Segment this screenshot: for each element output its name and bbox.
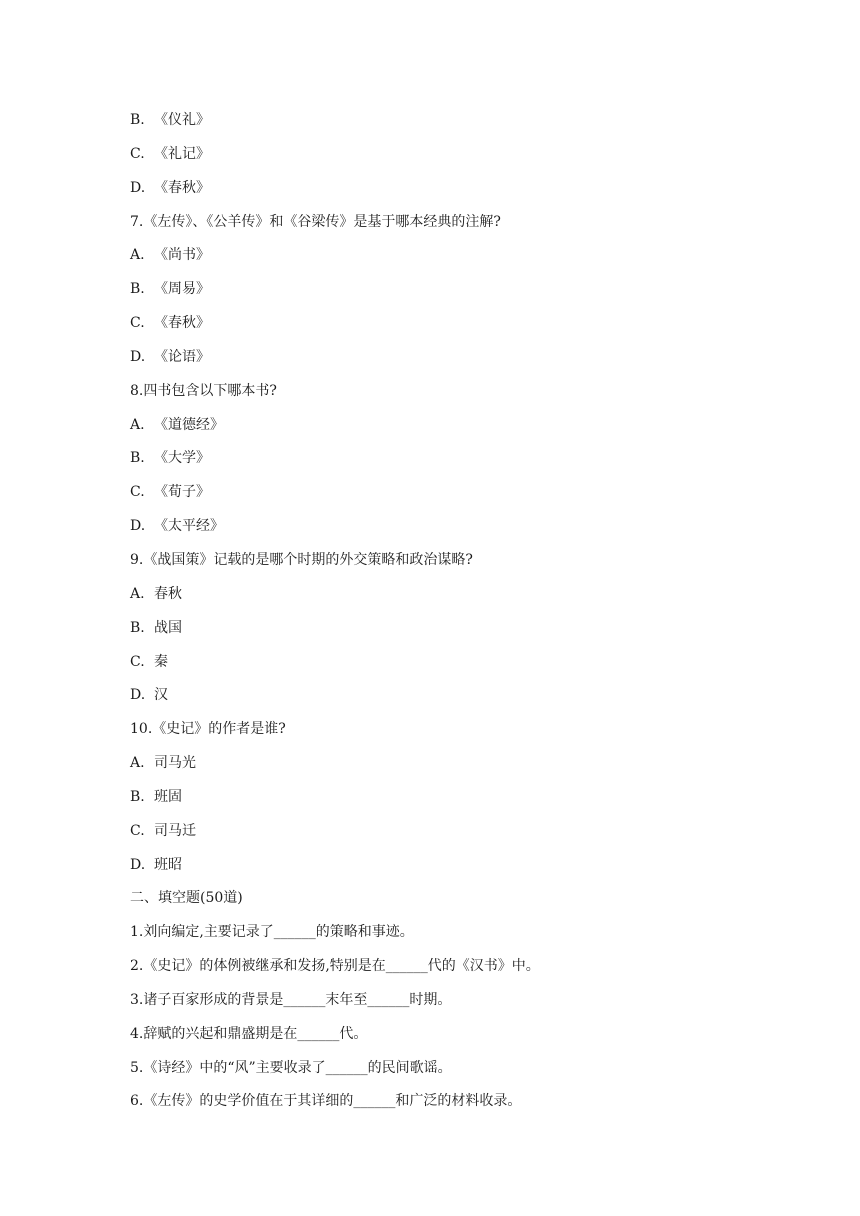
answer-option xyxy=(130,178,790,198)
question-text: 3.诸子百家形成的背景是______末年至______时期。 xyxy=(130,991,452,1008)
option-text: 《大学》 xyxy=(154,450,210,467)
question-text: 2.《史记》的体例被继承和发扬,特别是在______代的《汉书》中。 xyxy=(130,958,540,975)
option-text: 《论语》 xyxy=(154,348,210,365)
answer-option xyxy=(130,313,790,333)
option-letter: D. xyxy=(130,179,146,196)
option-letter: C. xyxy=(130,822,145,839)
answer-option xyxy=(130,347,790,367)
option-text: 《尚书》 xyxy=(154,247,210,264)
answer-option xyxy=(130,652,790,672)
option-text: 《道德经》 xyxy=(154,416,224,433)
option-letter: C. xyxy=(130,653,145,670)
option-text: 《荀子》 xyxy=(154,484,210,501)
answer-option xyxy=(130,245,790,265)
answer-option xyxy=(130,584,790,604)
answer-option xyxy=(130,448,790,468)
answer-option xyxy=(130,279,790,299)
question-text: 4.辞赋的兴起和鼎盛期是在______代。 xyxy=(130,1025,368,1042)
option-letter: D. xyxy=(130,348,146,365)
answer-option xyxy=(130,685,790,705)
answer-option xyxy=(130,516,790,536)
option-letter: B. xyxy=(130,281,145,298)
answer-option xyxy=(130,482,790,502)
question-text: 10.《史记》的作者是谁? xyxy=(130,721,286,738)
answer-option xyxy=(130,415,790,435)
option-letter: A. xyxy=(130,247,145,264)
question-text: 1.刘向编定,主要记录了______的策略和事迹。 xyxy=(130,924,414,941)
option-letter: B. xyxy=(130,619,145,636)
answer-option xyxy=(130,855,790,875)
option-text: 司马光 xyxy=(154,755,196,772)
document-page xyxy=(130,110,790,1125)
option-letter: D. xyxy=(130,687,146,704)
question-text: 9.《战国策》记载的是哪个时期的外交策略和政治谋略? xyxy=(130,551,473,568)
answer-option xyxy=(130,821,790,841)
option-letter: B. xyxy=(130,450,145,467)
option-text: 司马迁 xyxy=(154,822,196,839)
option-letter: C. xyxy=(130,145,145,162)
answer-option xyxy=(130,110,790,130)
option-text: 《春秋》 xyxy=(154,179,210,196)
answer-option xyxy=(130,144,790,164)
option-letter: D. xyxy=(130,856,146,873)
option-letter: C. xyxy=(130,315,145,332)
option-letter: B. xyxy=(130,112,145,128)
answer-option xyxy=(130,618,790,638)
option-text: 汉 xyxy=(154,687,168,704)
option-letter: C. xyxy=(130,484,145,501)
option-letter: A. xyxy=(130,585,145,602)
option-text: 战国 xyxy=(154,619,182,636)
option-letter: D. xyxy=(130,518,146,535)
question-text: 8.四书包含以下哪本书? xyxy=(130,382,277,399)
option-letter: B. xyxy=(130,788,145,805)
option-text: 《太平经》 xyxy=(154,518,224,535)
option-text: 《春秋》 xyxy=(154,315,210,332)
option-text: 班昭 xyxy=(154,856,182,873)
option-text: 秦 xyxy=(154,653,168,670)
question-text: 7.《左传》、《公羊传》和《谷梁传》是基于哪本经典的注解? xyxy=(130,213,501,230)
section-heading: 二、填空题(50道) xyxy=(130,890,243,907)
answer-option xyxy=(130,787,790,807)
option-text: 《礼记》 xyxy=(154,145,210,162)
question-text: 5.《诗经》中的“风”主要收录了______的民间歌谣。 xyxy=(130,1059,452,1076)
option-text: 班固 xyxy=(154,788,182,805)
option-text: 《周易》 xyxy=(154,281,210,298)
answer-option xyxy=(130,753,790,773)
option-text: 春秋 xyxy=(154,585,182,602)
option-text: 《仪礼》 xyxy=(154,112,210,128)
option-letter: A. xyxy=(130,755,145,772)
option-letter: A. xyxy=(130,416,145,433)
question-text: 6.《左传》的史学价值在于其详细的______和广泛的材料收录。 xyxy=(130,1093,522,1110)
